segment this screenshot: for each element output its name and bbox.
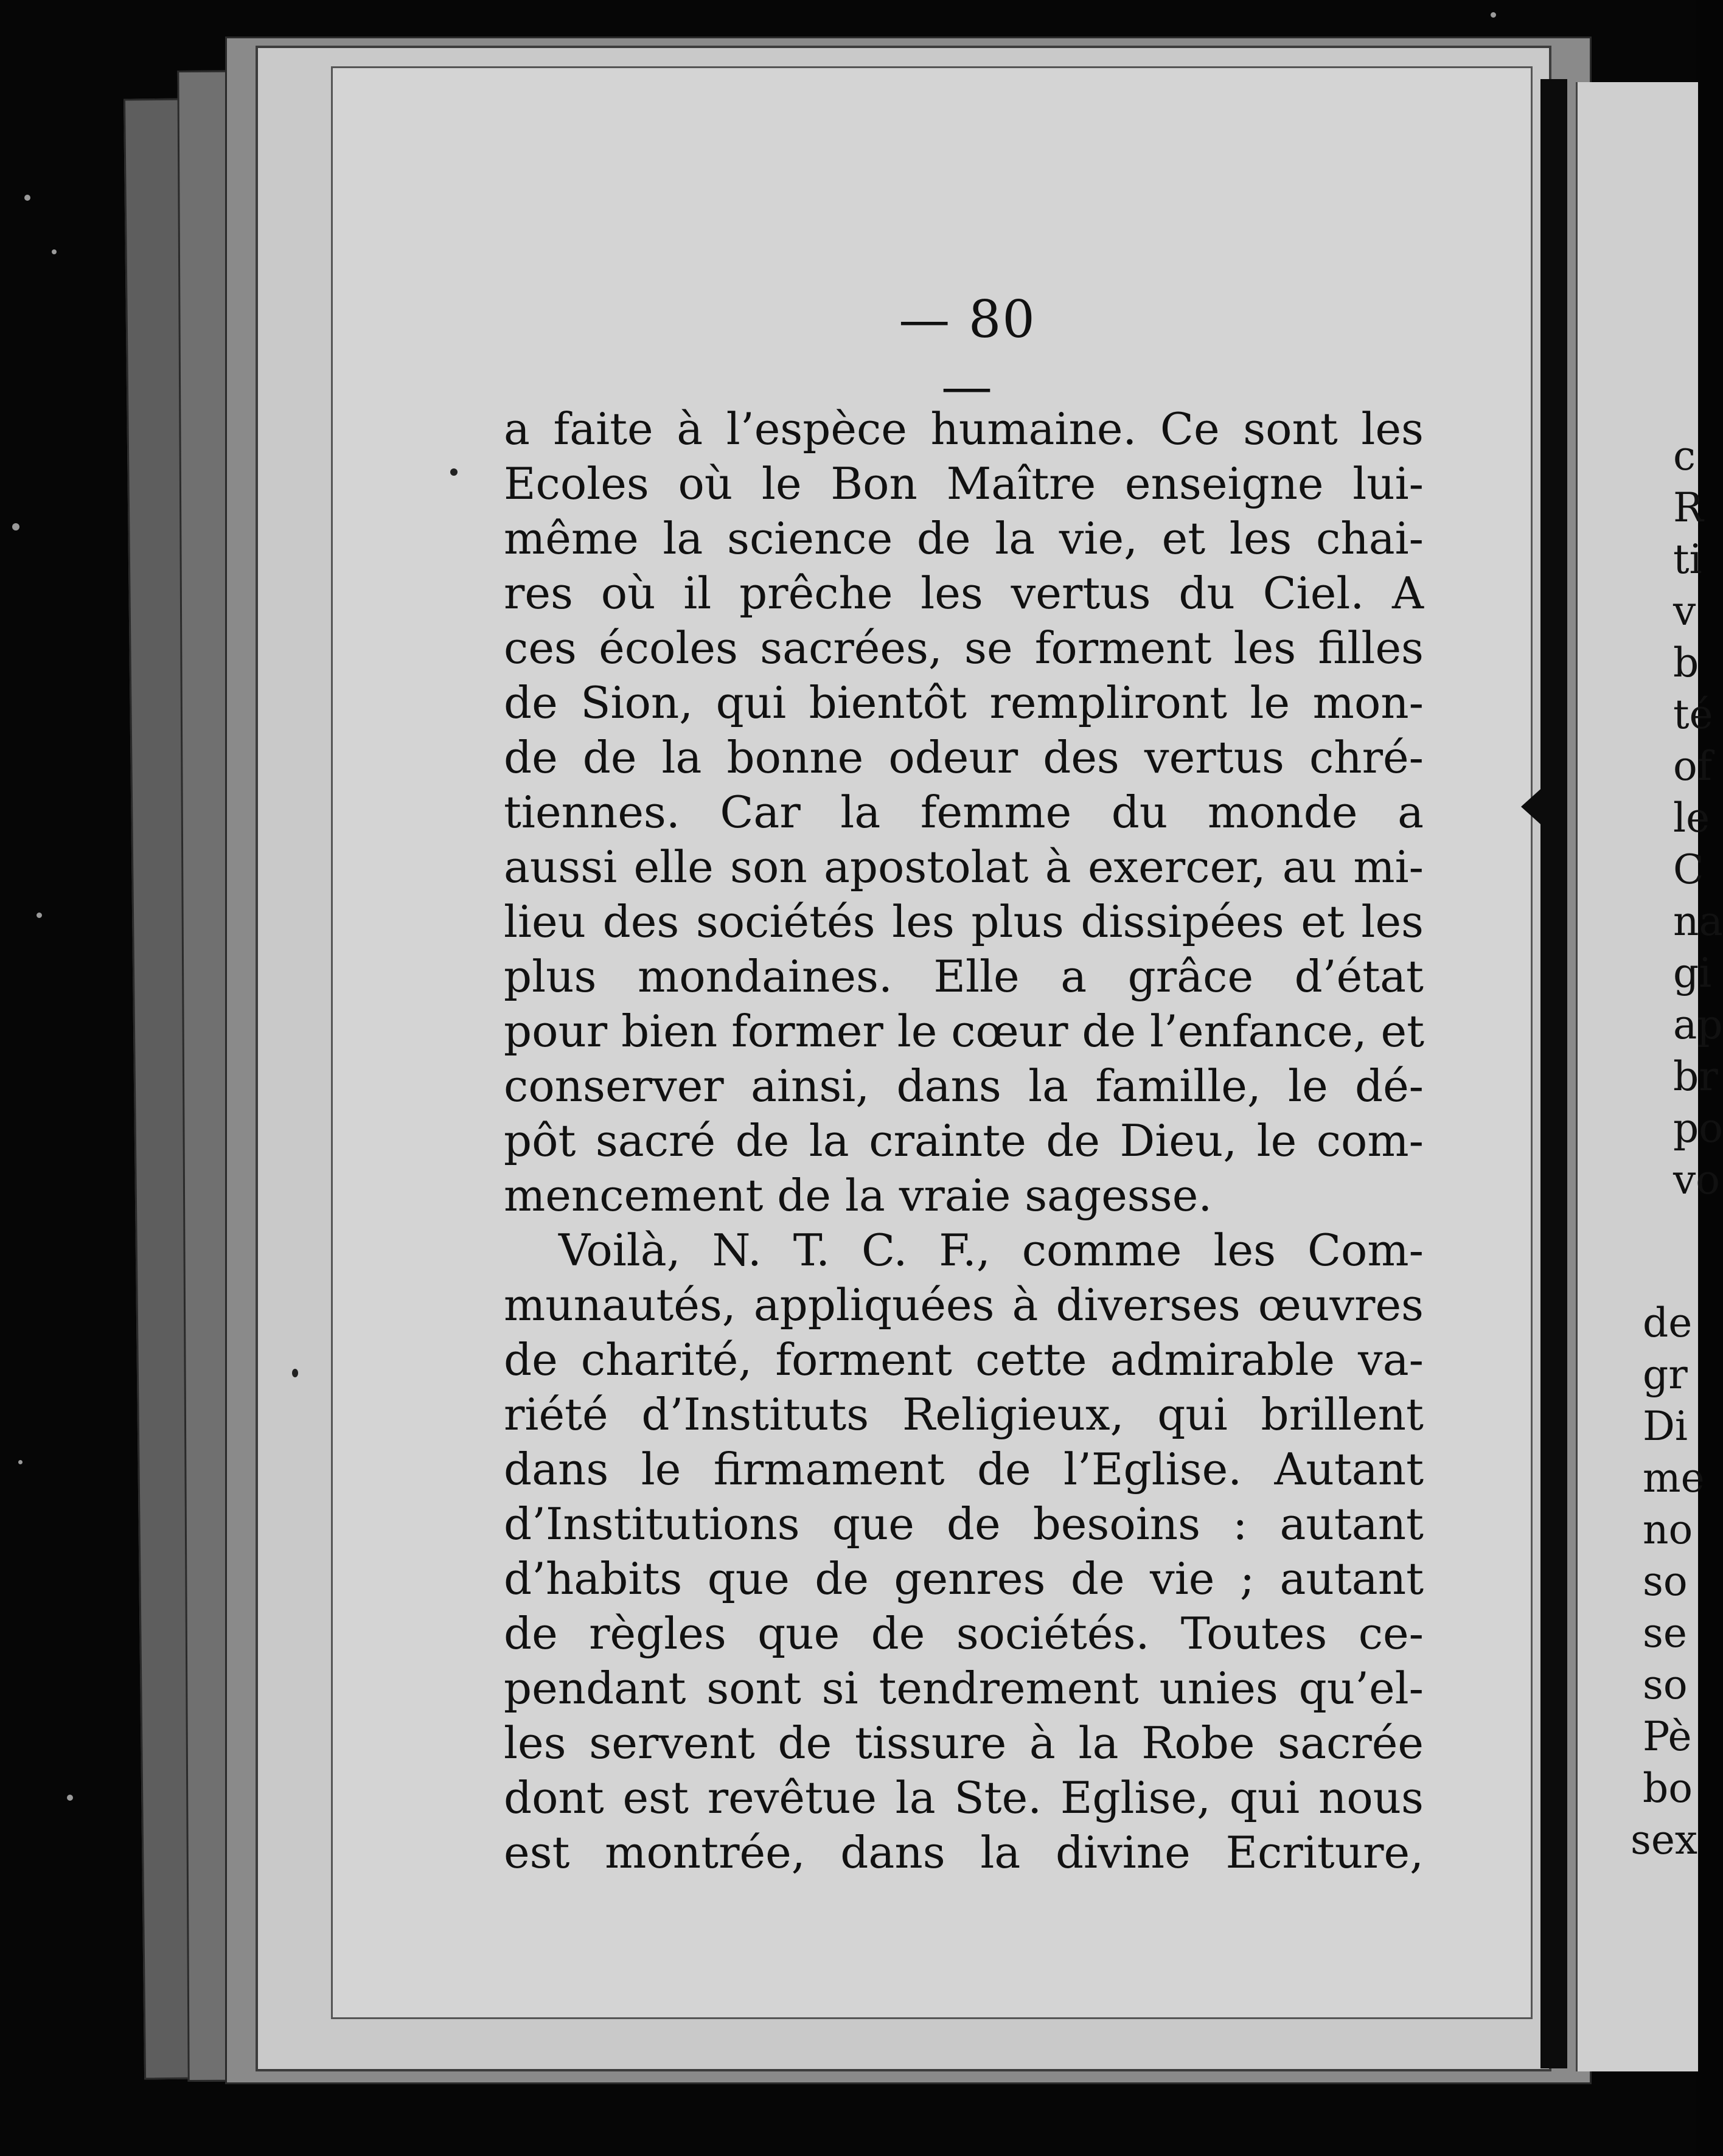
facing-page-fragment: R (1673, 484, 1704, 531)
scan-speck (18, 1460, 23, 1464)
facing-page-fragment: se (1643, 1610, 1687, 1657)
facing-page-fragment: bo (1643, 1765, 1693, 1812)
body-text (504, 402, 1424, 1880)
text-line: de Sion, qui bientôt rempliront le mon- (504, 677, 1424, 728)
text-line: pôt sacré de la crainte de Dieu, le com- (504, 1115, 1424, 1166)
text-line: mencement de la vraie sagesse. (504, 1170, 1213, 1221)
text-line: dont est revêtue la Ste. Eglise, qui nous (504, 1772, 1424, 1823)
facing-page-fragment: ap (1673, 1001, 1723, 1048)
facing-page-fragment: b (1673, 639, 1699, 686)
facing-page-fragment: no (1643, 1506, 1693, 1553)
facing-page-fragment: C (1673, 846, 1704, 893)
text-line: pour bien former le cœur de l’enfance, et (504, 1006, 1425, 1057)
text-line: de règles que de sociétés. Toutes ce- (504, 1608, 1424, 1659)
paragraph-first-line: Voilà, N. T. C. F., comme les Com- (559, 1225, 1424, 1276)
text-line: ces écoles sacrées, se forment les filles (504, 622, 1424, 673)
text-line: res où il prêche les vertus du Ciel. A (504, 568, 1424, 619)
text-line: munautés, appliquées à diverses œuvres (504, 1279, 1424, 1330)
facing-page-fragment: po (1673, 1105, 1723, 1152)
scan-speck (12, 523, 19, 530)
scan-speck (67, 1795, 73, 1801)
scan-speck (1491, 12, 1496, 18)
book-spine-gutter (1540, 79, 1567, 2068)
text-line: lieu des sociétés les plus dissipées et les (504, 896, 1424, 947)
text-line: de charité, forment cette admirable va- (504, 1334, 1424, 1385)
facing-page-fragment: na (1673, 898, 1723, 945)
text-line: d’Institutions que de besoins : autant (504, 1498, 1424, 1549)
text-line: a faite à l’espèce humaine. Ce sont les (504, 403, 1424, 454)
page-mark (292, 1369, 298, 1377)
text-line: plus mondaines. Elle a grâce d’état (504, 951, 1424, 1002)
text-line: est montrée, dans la divine Ecriture, (504, 1827, 1424, 1878)
facing-page-fragment: br (1673, 1053, 1718, 1100)
text-line: les servent de tissure à la Robe sacrée (504, 1717, 1424, 1768)
text-line: riété d’Instituts Religieux, qui brillent (504, 1389, 1424, 1440)
facing-page-fragment: me (1643, 1455, 1705, 1501)
text-line: pendant sont si tendrement unies qu’el- (504, 1663, 1424, 1714)
text-line: aussi elle son apostolat à exercer, au mi- (504, 841, 1424, 892)
facing-page-fragment: ti (1673, 536, 1702, 583)
facing-page-fragment: gi (1673, 950, 1712, 996)
scan-speck (24, 195, 30, 201)
text-line: dans le firmament de l’Eglise. Autant (504, 1444, 1424, 1495)
facing-page-fragment: sex (1631, 1817, 1698, 1863)
text-line: d’habits que de genres de vie ; autant (504, 1553, 1424, 1604)
facing-page-fragment: vo (1673, 1156, 1721, 1203)
scan-speck (52, 249, 57, 254)
facing-page-fragment: c (1673, 433, 1696, 479)
facing-page-fragment: of (1673, 743, 1713, 790)
facing-page-fragment: Pè (1643, 1713, 1692, 1760)
text-line: conserver ainsi, dans la famille, le dé- (504, 1060, 1424, 1111)
scan-speck (37, 913, 42, 918)
text-line: même la science de la vie, et les chai- (504, 513, 1424, 564)
facing-page-fragment: Di (1643, 1403, 1688, 1450)
facing-page-fragment: so (1643, 1661, 1688, 1708)
text-line: tiennes. Car la femme du monde a (504, 787, 1424, 838)
facing-page-fragment: le (1673, 795, 1710, 841)
binding-notch (1521, 785, 1545, 829)
facing-page-fragment: de (1643, 1299, 1693, 1346)
facing-page-fragment: gr (1643, 1351, 1688, 1398)
facing-page-fragment: so (1643, 1558, 1688, 1605)
page-number: — 80 — (899, 290, 1036, 416)
text-line: de de la bonne odeur des vertus chré- (504, 732, 1424, 783)
facing-page-fragment: té (1673, 691, 1713, 738)
text-line: Ecoles où le Bon Maître enseigne lui- (504, 458, 1424, 509)
facing-page-fragment: v (1673, 588, 1696, 635)
page-mark (450, 468, 458, 476)
